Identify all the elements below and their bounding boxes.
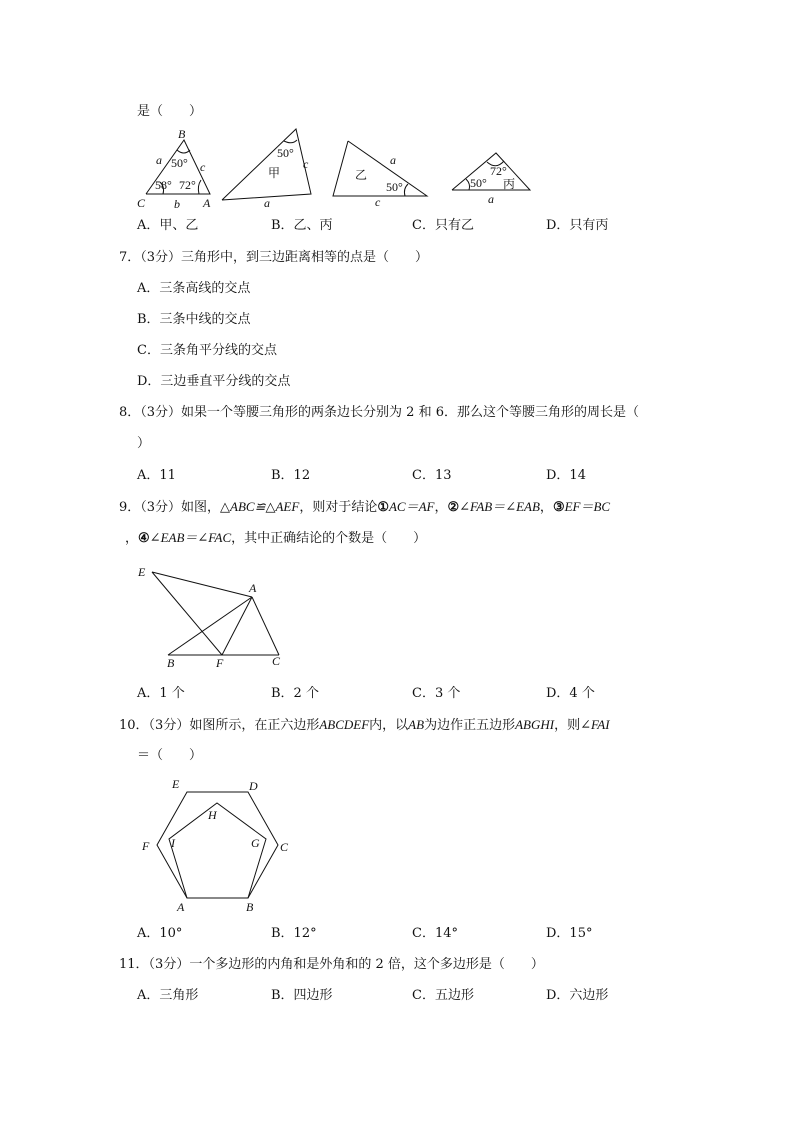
q10-option-c[interactable]: C．14° [412, 926, 458, 941]
q9-l1-c3: ③ [552, 500, 565, 515]
q6-option-a[interactable]: A．甲、乙 [137, 218, 199, 233]
q6-option-d[interactable]: D．只有丙 [546, 218, 609, 233]
q9-option-c[interactable]: C．3 个 [412, 686, 461, 701]
q10-l1-p7: ，则∠ [554, 718, 591, 733]
q6-t1-angle-right: 72° [179, 178, 196, 192]
q9-label-A: A [249, 581, 257, 595]
q10-l1-p6: ABGHI [515, 717, 555, 732]
q10-option-a[interactable]: A．10° [137, 926, 183, 941]
q9-l1-p7: ， [539, 500, 553, 515]
q9-l2-p3: ，其中正确结论的个数是（ ） [231, 531, 427, 546]
q6-t1-angle-left: 58° [155, 178, 172, 192]
q11-option-a[interactable]: A．三角形 [137, 988, 199, 1003]
q6-t1-b: b [174, 197, 180, 211]
q10-option-b[interactable]: B．12° [271, 926, 317, 941]
q9-label-F: F [216, 656, 224, 670]
q6-t1-B: B [178, 127, 186, 141]
q6-t1-C: C [137, 196, 146, 210]
q11-option-d[interactable]: D．六边形 [546, 988, 609, 1003]
q9-l1-p5: ， [434, 500, 448, 515]
q6-t3-a: a [390, 153, 396, 167]
q9-l1-p6: ∠FAB＝∠EAB [459, 499, 540, 514]
q11-stem: 11．（3分）一个多边形的内角和是外角和的 2 倍，这个多边形是（ ） [119, 957, 544, 972]
q10-l1-p3: 内，以 [369, 718, 409, 733]
q9-l1-p2: △ABC≌△AEF [220, 499, 300, 514]
q8-option-b[interactable]: B．12 [271, 468, 311, 483]
q9-l1-p8: EF＝BC [564, 499, 611, 514]
q7-option-b[interactable]: B．三条中线的交点 [137, 312, 251, 327]
q8-option-d[interactable]: D．14 [546, 468, 586, 483]
q10-option-d[interactable]: D．15° [546, 926, 593, 941]
q6-t1-c: c [200, 160, 206, 174]
q10-label-D: D [249, 779, 258, 793]
q10-label-G: G [251, 836, 260, 850]
q11-option-c[interactable]: C．五边形 [412, 988, 474, 1003]
q6-t3-name: 乙 [355, 168, 368, 182]
q9-option-a[interactable]: A．1 个 [137, 686, 185, 701]
q6-t4-angle-left: 50° [470, 176, 487, 190]
q9-l1-c1: ① [377, 500, 389, 515]
q7-option-d[interactable]: D．三边垂直平分线的交点 [137, 374, 291, 389]
q10-pentagon [169, 803, 266, 898]
q10-label-E: E [172, 777, 180, 791]
q10-label-I: I [171, 836, 175, 850]
q6-t2-angle: 50° [277, 146, 294, 160]
q9-l1-p1: 9．（3分）如图， [119, 500, 221, 515]
q8-stem-line1: 8．（3分）如果一个等腰三角形的两条边长分别为 2 和 6．那么这个等腰三角形的周长是（ [119, 405, 639, 420]
q6-t3-angle: 50° [386, 180, 403, 194]
q6-stem-tail: 是（ ） [137, 104, 203, 119]
q6-t3-c: c [375, 195, 381, 209]
q6-t1-a: a [156, 153, 162, 167]
q8-option-c[interactable]: C．13 [412, 468, 452, 483]
q10-l1-p2: ABCDEF [319, 717, 370, 732]
q9-l2-p2: ∠EAB＝∠FAC [149, 530, 232, 545]
q6-t4-angle-top: 72° [490, 164, 507, 178]
q6-t2-c: c [303, 157, 309, 171]
q7-option-a[interactable]: A．三条高线的交点 [137, 281, 251, 296]
q6-t1-A: A [203, 196, 211, 210]
q9-option-b[interactable]: B．2 个 [271, 686, 319, 701]
q9-l2-p1: ， [125, 531, 139, 546]
q9-l1-p3: ，则对于结论 [299, 500, 378, 515]
q9-option-d[interactable]: D．4 个 [546, 686, 595, 701]
q10-l1-p1: 10．（3分）如图所示，在正六边形 [119, 718, 320, 733]
q9-label-B: B [167, 656, 175, 670]
q10-label-A: A [177, 900, 185, 914]
q9-l2-c4: ④ [138, 531, 150, 546]
q10-label-F: F [142, 839, 150, 853]
q9-label-C: C [272, 654, 281, 668]
q10-label-B: B [246, 900, 254, 914]
q6-t4-a: a [488, 192, 494, 206]
q6-option-b[interactable]: B．乙、丙 [271, 218, 333, 233]
q6-t4-name: 丙 [503, 177, 516, 191]
q10-l1-p4: AB [408, 717, 425, 732]
q10-hexagon [157, 792, 278, 898]
q9-label-E: E [138, 565, 146, 579]
q9-l1-c2: ② [447, 500, 460, 515]
q7-option-c[interactable]: C．三条角平分线的交点 [137, 343, 277, 358]
q10-l1-p5: 为边作正五边形 [424, 718, 516, 733]
q10-stem-line2: ＝（ ） [137, 748, 203, 763]
q10-label-H: H [208, 808, 217, 822]
q6-t2-name: 甲 [268, 166, 281, 180]
q6-t2-a: a [264, 196, 270, 210]
q8-option-a[interactable]: A．11 [137, 468, 176, 483]
q6-t1-angle-top: 50° [171, 156, 188, 170]
q9-l1-p4: AC＝AF [388, 499, 435, 514]
q10-l1-p8: FAI [590, 717, 610, 732]
q6-option-c[interactable]: C．只有乙 [412, 218, 474, 233]
q8-stem-line2: ） [137, 436, 151, 451]
q10-label-C: C [280, 840, 289, 854]
q7-stem: 7．（3分）三角形中，到三边距离相等的点是（ ） [119, 250, 429, 265]
q11-option-b[interactable]: B．四边形 [271, 988, 333, 1003]
